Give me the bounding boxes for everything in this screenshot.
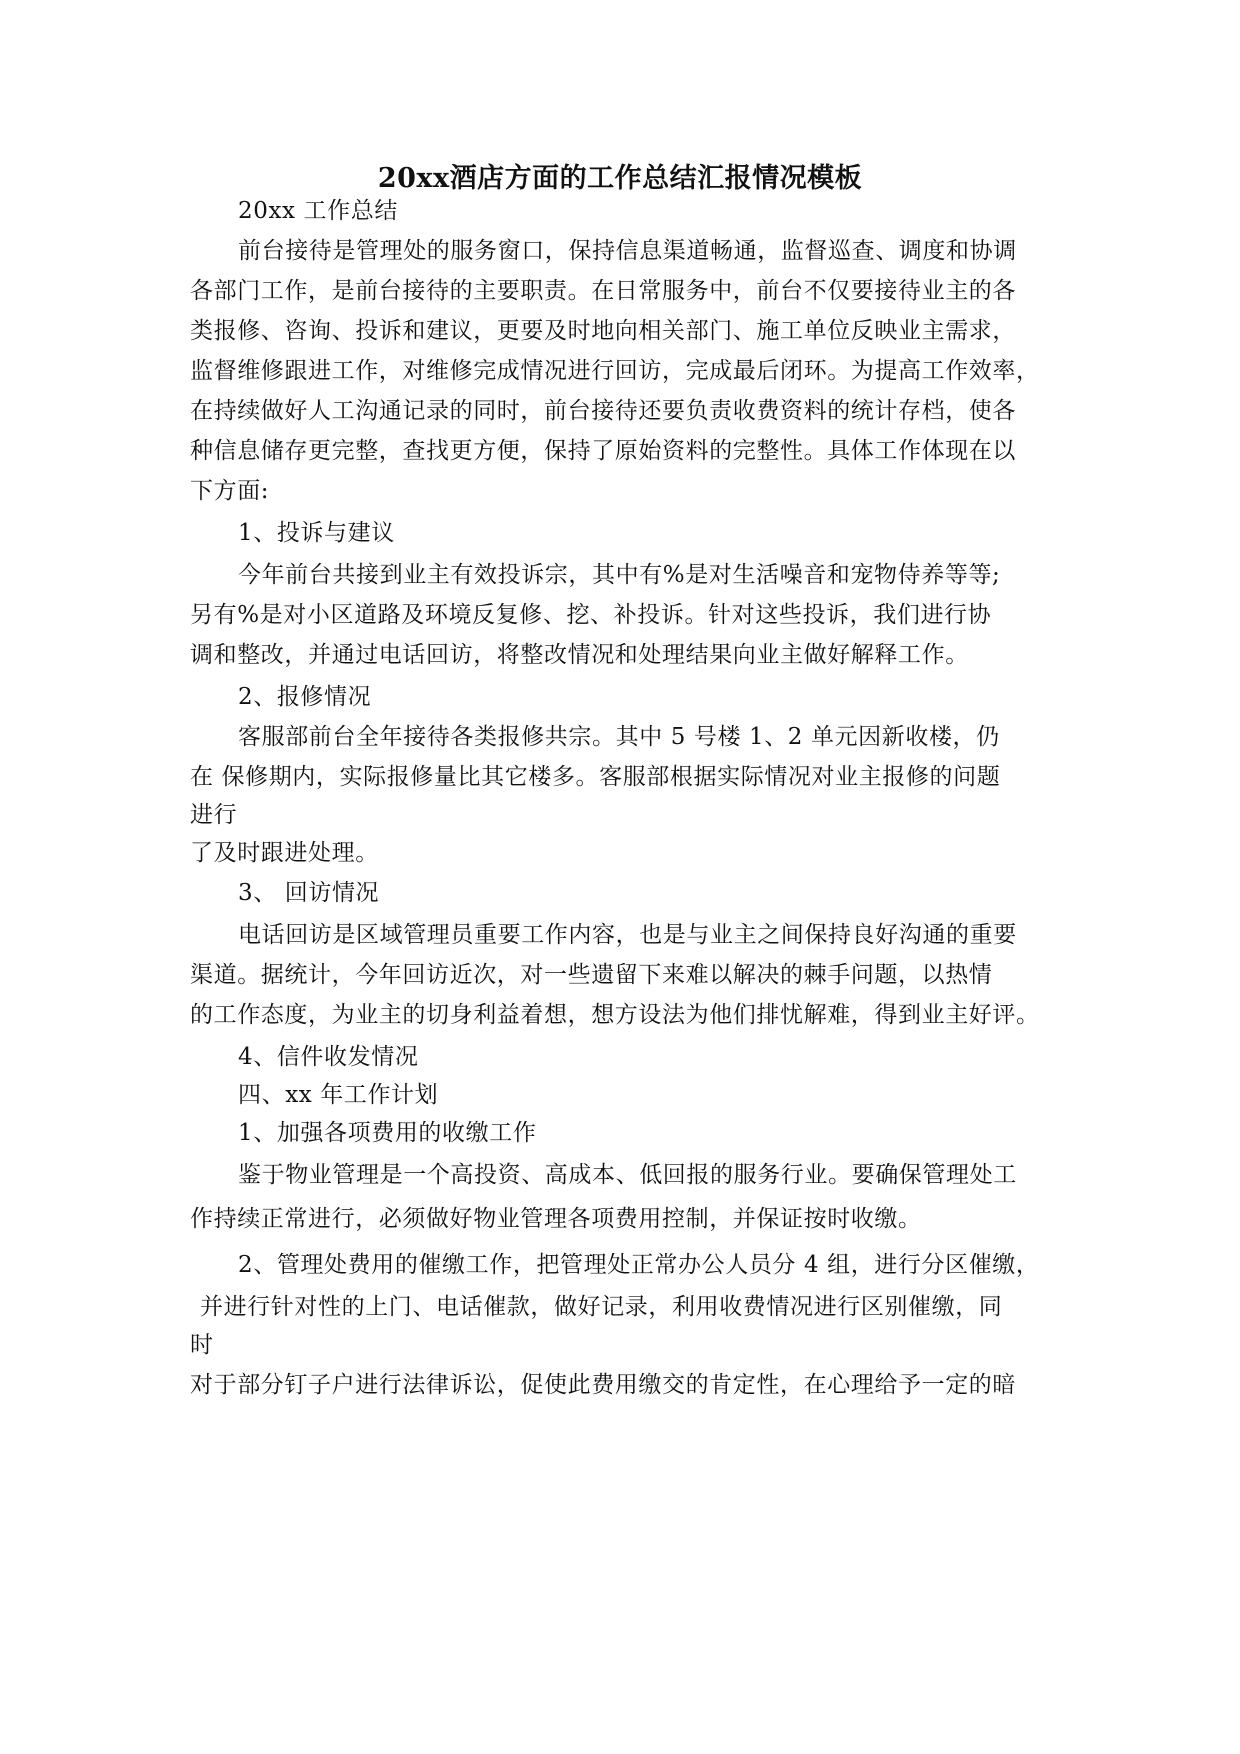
section-heading: 1、投诉与建议 (238, 520, 395, 546)
para-line: 进行 (190, 802, 238, 828)
para-line: 各部门工作，是前台接待的主要职责。在日常服务中，前台不仅要接待业主的各 (190, 278, 1016, 304)
para-line: 在 保修期内，实际报修量比其它楼多。客服部根据实际情况对业主报修的问题 (190, 764, 1001, 790)
para-line: 类报修、咨询、投诉和建议，更要及时地向相关部门、施工单位反映业主需求， (190, 318, 1016, 344)
document-title: 20xx酒店方面的工作总结汇报情况模板 (377, 163, 863, 194)
section-heading: 1、加强各项费用的收缴工作 (238, 1120, 537, 1146)
para-line: 了及时跟进处理。 (190, 840, 379, 866)
para-line: 2、管理处费用的催缴工作，把管理处正常办公人员分 4 组，进行分区催缴， (238, 1252, 1040, 1278)
para-line: 时 (190, 1332, 214, 1358)
para-line: 下方面: (190, 478, 270, 504)
section-heading: 3、 回访情况 (238, 880, 380, 906)
para-line: 电话回访是区域管理员重要工作内容，也是与业主之间保持良好沟通的重要 (238, 922, 1017, 948)
para-line: 种信息储存更完整，查找更方便，保持了原始资料的完整性。具体工作体现在以 (190, 438, 1016, 464)
para-line: 渠道。据统计，今年回访近次，对一些遗留下来难以解决的棘手问题，以热情 (190, 962, 993, 988)
para-line: 并进行针对性的上门、电话催款，做好记录，利用收费情况进行区别催缴，同 (200, 1294, 1003, 1320)
para-line: 的工作态度，为业主的切身利益着想，想方设法为他们排忧解难，得到业主好评。 (190, 1002, 1040, 1028)
para-line: 调和整改，并通过电话回访，将整改情况和处理结果向业主做好解释工作。 (190, 642, 969, 668)
para-line: 前台接待是管理处的服务窗口，保持信息渠道畅通，监督巡查、调度和协调 (238, 238, 1017, 264)
para-line: 今年前台共接到业主有效投诉宗，其中有%是对生活噪音和宠物侍养等等; (238, 562, 1001, 588)
para-line: 监督维修跟进工作，对维修完成情况进行回访，完成最后闭环。为提高工作效率， (190, 358, 1040, 384)
section-heading: 四、xx 年工作计划 (238, 1082, 439, 1108)
para-line: 对于部分钉子户进行法律诉讼，促使此费用缴交的肯定性，在心理给予一定的暗 (190, 1372, 1016, 1398)
para-line: 客服部前台全年接待各类报修共宗。其中 5 号楼 1、2 单元因新收楼，仍 (238, 724, 1000, 750)
section-heading: 4、信件收发情况 (238, 1044, 419, 1070)
para-line: 在持续做好人工沟通记录的同时，前台接待还要负责收费资料的统计存档，使各 (190, 398, 1016, 424)
para-line: 鉴于物业管理是一个高投资、高成本、低回报的服务行业。要确保管理处工 (238, 1162, 1017, 1188)
line-subtitle: 20xx 工作总结 (238, 198, 398, 224)
section-heading: 2、报修情况 (238, 684, 372, 710)
para-line: 作持续正常进行，必须做好物业管理各项费用控制，并保证按时收缴。 (190, 1206, 922, 1232)
para-line: 另有%是对小区道路及环境反复修、挖、补投诉。针对这些投诉，我们进行协 (190, 602, 992, 628)
